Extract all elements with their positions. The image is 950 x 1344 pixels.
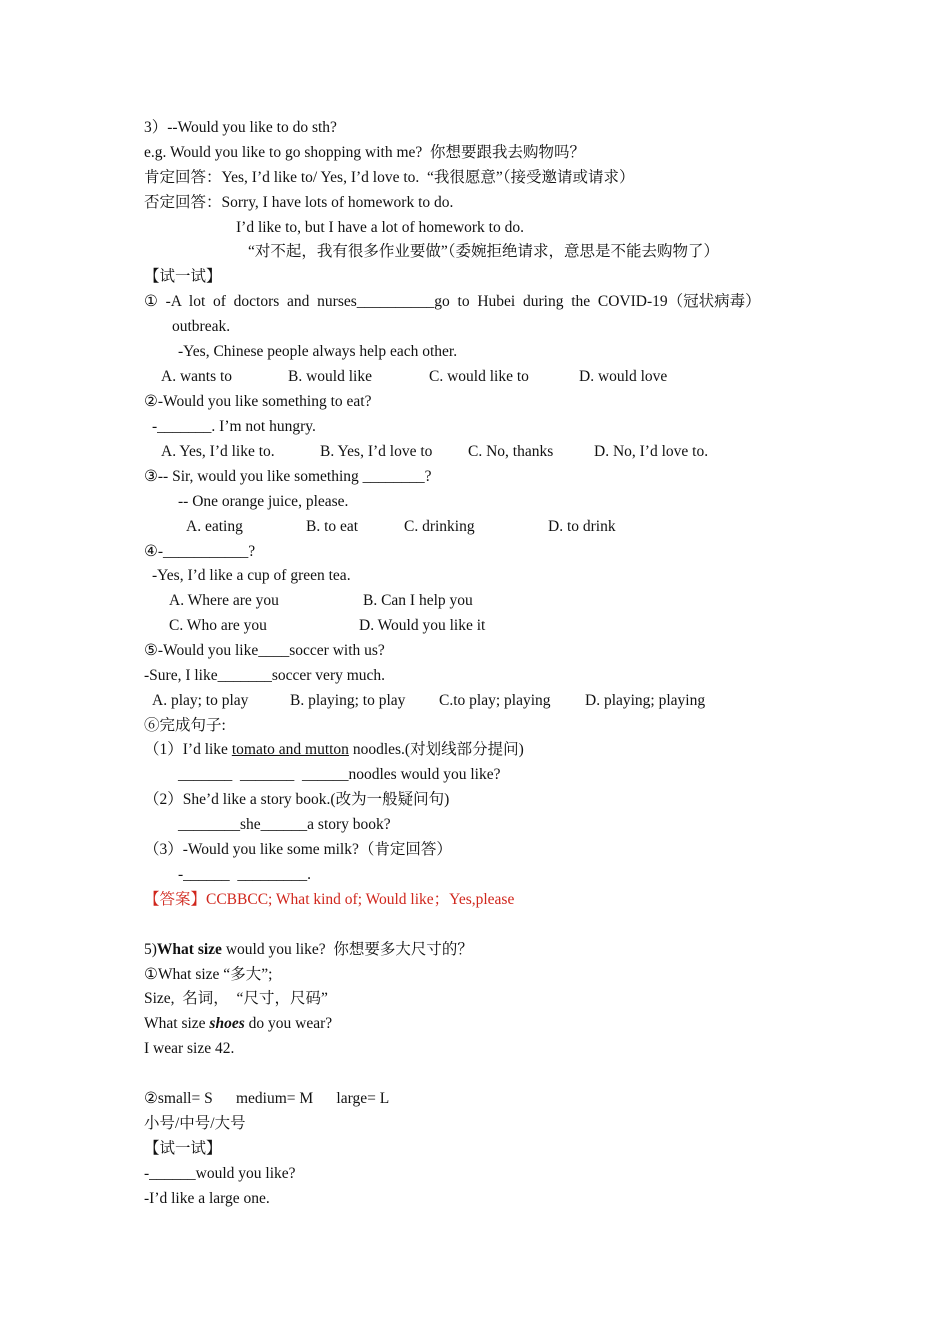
negative-answer-2: I’d like to, but I have a lot of homework to do. <box>236 219 524 236</box>
q1-option-a: A. wants to <box>161 368 233 385</box>
q5-option-a: A. play; to play <box>152 692 249 709</box>
section5-p3-pre: What size <box>144 1015 210 1032</box>
q2-line2: -_______. I’m not hungry. <box>152 418 316 435</box>
q5-option-c: C.to play; playing <box>439 692 551 709</box>
try-heading: 【试一试】 <box>144 268 222 285</box>
q2-option-b: B. Yes, I’d love to <box>320 443 433 460</box>
section5-try-heading: 【试一试】 <box>144 1140 222 1157</box>
section5-p4: I wear size 42. <box>144 1040 235 1057</box>
section5-title-bold: What size <box>156 941 222 958</box>
q6-2-blank: ________she______a story book? <box>178 816 391 833</box>
q3-line2: -- One orange juice, please. <box>178 493 349 510</box>
q4-line1: ④-___________? <box>144 543 256 560</box>
q6-heading: ⑥完成句子: <box>144 717 226 734</box>
q3-option-b: B. to eat <box>306 518 359 535</box>
q1-option-c: C. would like to <box>429 368 529 385</box>
q2-option-d: D. No, I’d love to. <box>594 443 709 460</box>
q2-option-a: A. Yes, I’d like to. <box>161 443 275 460</box>
q5-option-d: D. playing; playing <box>585 692 706 709</box>
section5-p3 <box>144 1014 332 1034</box>
section5-sizes: ②small= S medium= M large= L <box>144 1090 390 1107</box>
positive-answer: 肯定回答：Yes, I’d like to/ Yes, I’d love to. “我很愿意”（接受邀请或请求） <box>144 169 635 186</box>
q3-option-c: C. drinking <box>404 518 475 535</box>
q1-option-b: B. would like <box>288 368 372 385</box>
q2-line1: ②-Would you like something to eat? <box>144 393 372 410</box>
q4-line2: -Yes, I’d like a cup of green tea. <box>152 567 351 584</box>
q1-option-d: D. would love <box>579 368 668 385</box>
q6-2: （2）She’d like a story book.(改为一般疑问句) <box>144 791 450 808</box>
q3-line1: ③-- Sir, would you like something ________? <box>144 468 432 485</box>
q6-3-blank: -______ _________. <box>178 866 312 883</box>
q5-line2: -Sure, I like_______soccer very much. <box>144 667 386 684</box>
q6-3: （3）-Would you like some milk?（肯定回答） <box>144 841 452 858</box>
section5-title <box>144 940 473 960</box>
section5-p2: Size, 名词， “尺寸，尺码” <box>144 990 328 1007</box>
negative-answer: 否定回答：Sorry, I have lots of homework to do. <box>144 194 454 211</box>
section5-p1: ①What size “多大”; <box>144 966 273 983</box>
q6-1 <box>144 740 524 760</box>
q4-option-a: A. Where are you <box>169 592 279 609</box>
section5-t1: -______would you like? <box>144 1165 296 1182</box>
section5-sizes-cn: 小号/中号/大号 <box>144 1115 246 1132</box>
q5-line1: ⑤-Would you like____soccer with us? <box>144 642 385 659</box>
section3-title: 3）--Would you like to do sth? <box>144 119 337 136</box>
q6-1-post: noodles.(对划线部分提问) <box>348 741 524 758</box>
q5-option-b: B. playing; to play <box>290 692 406 709</box>
q4-option-c: C. Who are you <box>169 617 267 634</box>
q6-1-pre: （1）I’d like <box>144 741 232 758</box>
q2-option-c: C. No, thanks <box>468 443 554 460</box>
section5-t2: -I’d like a large one. <box>144 1190 270 1207</box>
q4-option-b: B. Can I help you <box>363 592 473 609</box>
q6-1-blank: _______ _______ ______noodles would you like? <box>178 766 501 783</box>
section5-p3-post: do you wear? <box>244 1015 333 1032</box>
q3-option-d: D. to drink <box>548 518 616 535</box>
section5-title-post: would you like? 你想要多大尺寸的？ <box>221 941 473 958</box>
q4-option-d: D. Would you like it <box>359 617 486 634</box>
section5-p3-bold: shoes <box>209 1015 245 1032</box>
answer-line: 【答案】CCBBCC; What kind of; Would like；Yes,please <box>144 891 515 908</box>
section5-title-pre: 5) <box>144 941 157 958</box>
q1-line2: outbreak. <box>172 318 231 335</box>
example-line: e.g. Would you like to go shopping with me? 你想要跟我去购物吗？ <box>144 144 586 161</box>
q6-1-underlined: tomato and mutton <box>231 741 349 758</box>
q3-option-a: A. eating <box>186 518 243 535</box>
q1-line3: -Yes, Chinese people always help each other. <box>178 343 458 360</box>
q1-line1: ① -A lot of doctors and nurses__________go to Hubei during the COVID-19（冠状病毒） <box>144 293 761 310</box>
negative-note: “对不起，我有很多作业要做”（委婉拒绝请求，意思是不能去购物了） <box>248 243 720 260</box>
